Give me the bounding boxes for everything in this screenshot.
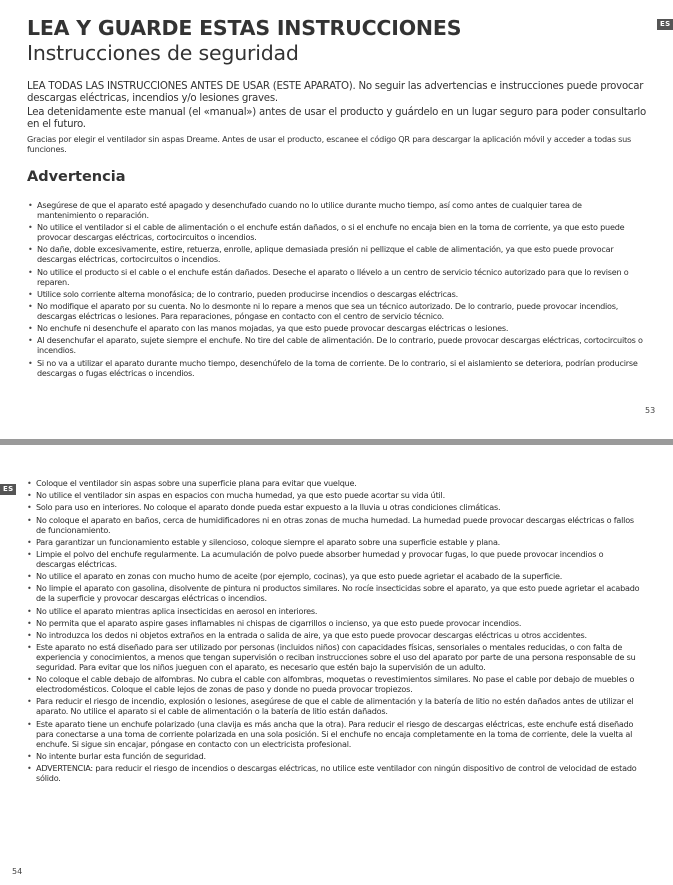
list-item: • No enchufe ni desenchufe el aparato con las manos mojadas, ya que esto puede provocar descargas eléctricas o lesiones. <box>28 323 643 333</box>
list-item: • No permita que el aparato aspire gases inflamables ni chispas de cigarrillos o incienso, ya que esto puede provocar incendios. <box>27 618 643 628</box>
list-item: • No limpie el aparato con gasolina, disolvente de pintura ni productos similares. No rocíe insecticidas sobre el aparato, ya que esto puede agrietar el acabado de la superficie y provocar descargas eléctricas o incendios. <box>27 583 643 603</box>
list-item: • Para reducir el riesgo de incendio, explosión o lesiones, asegúrese de que el cable de alimentación y la batería de litio no estén dañados antes de utilizar el aparato. No utilice el aparato si el cable de alimentación o la batería de litio están dañados. <box>27 696 643 716</box>
list-item: • No coloque el aparato en baños, cerca de humidificadores ni en otras zonas de mucha humedad. La humedad puede provocar descargas eléctricas o fallos de funcionamiento. <box>27 515 643 535</box>
list-item: • No utilice el producto si el cable o el enchufe están dañados. Deseche el aparato o llévelo a un centro de servicio técnico autorizado para que lo revisen o reparen. <box>28 267 643 287</box>
list-item: • Coloque el ventilador sin aspas sobre una superficie plana para evitar que vuelque. <box>27 478 643 488</box>
page-title: LEA Y GUARDE ESTAS INSTRUCCIONES <box>27 16 462 40</box>
list-item: • Este aparato no está diseñado para ser utilizado por personas (incluidos niños) con capacidades físicas, sensoriales o mentales reducidas, o con falta de experiencia y conocimientos, a menos que tengan supervisión o reciban instrucciones sobre el uso del aparato por parte de una persona responsable de su seguridad. Para evitar que los niños jueguen con el aparato, es necesario que estén bajo la supervisión de un adulto. <box>27 642 643 672</box>
list-item: • No utilice el ventilador sin aspas en espacios con mucha humedad, ya que esto puede acortar su vida útil. <box>27 490 643 500</box>
section-heading-advertencia: Advertencia <box>27 169 126 185</box>
warning-list <box>28 200 643 380</box>
list-item: • No modifique el aparato por su cuenta. No lo desmonte ni lo repare a menos que sea un técnico autorizado. De lo contrario, puede provocar incendios, descargas eléctricas o lesiones. Para reparaciones, póngase en contacto con el centro de servicio técnico. <box>28 301 643 321</box>
intro-paragraph: LEA TODAS LAS INSTRUCCIONES ANTES DE USAR (ESTE APARATO). No seguir las advertencias e instrucciones puede provocar descargas eléctricas, incendios y/o lesiones graves. <box>27 81 644 105</box>
list-item: • Este aparato tiene un enchufe polarizado (una clavija es más ancha que la otra). Para reducir el riesgo de descargas eléctricas, este enchufe está diseñado para conectarse a una toma de corriente polarizada en una sola posición. Si el enchufe no encaja completamente en la toma de corriente, dele la vuelta al enchufe. Si sigue sin encajar, póngase en contacto con un electricista profesional. <box>27 719 643 749</box>
list-item: • Al desenchufar el aparato, sujete siempre el enchufe. No tire del cable de alimentación. De lo contrario, puede provocar descargas eléctricas, cortocircuitos o incendios. <box>28 335 643 355</box>
intro-paragraph: Gracias por elegir el ventilador sin aspas Dreame. Antes de usar el producto, escanee el código QR para descargar la aplicación móvil y acceder a todas sus funciones. <box>27 133 632 154</box>
list-item: • No utilice el aparato en zonas con mucho humo de aceite (por ejemplo, cocinas), ya que esto puede agrietar el acabado de la superficie. <box>27 571 643 581</box>
list-item: • No utilice el ventilador si el cable de alimentación o el enchufe están dañados, o si el enchufe no encaja bien en la toma de corriente, ya que esto puede provocar descargas eléctricas, cortocircuitos o incendios. <box>28 222 643 242</box>
list-item: • Si no va a utilizar el aparato durante mucho tiempo, desenchúfelo de la toma de corriente. De lo contrario, si el aislamiento se deteriora, podrían producirse descargas o fugas eléctricas o incendios. <box>28 358 643 378</box>
warning-list <box>27 478 643 785</box>
page-subtitle: Instrucciones de seguridad <box>27 41 299 65</box>
list-item: • ADVERTENCIA: para reducir el riesgo de incendios o descargas eléctricas, no utilice este ventilador con ningún dispositivo de control de velocidad de estado sólido. <box>27 763 643 783</box>
list-item: • Asegúrese de que el aparato esté apagado y desenchufado cuando no lo utilice durante mucho tiempo, así como antes de cualquier tarea de mantenimiento o reparación. <box>28 200 643 220</box>
list-item: • No utilice el aparato mientras aplica insecticidas en aerosol en interiores. <box>27 606 643 616</box>
intro-block <box>27 81 647 154</box>
list-item: • Para garantizar un funcionamiento estable y silencioso, coloque siempre el aparato sobre una superficie estable y plana. <box>27 537 643 547</box>
intro-paragraph: Lea detenidamente este manual (el «manual») antes de usar el producto y guárdelo en un lugar seguro para poder consultarlo en el futuro. <box>27 106 646 131</box>
list-item: • Limpie el polvo del enchufe regularmente. La acumulación de polvo puede absorber humedad y provocar fugas, lo que puede provocar incendios o descargas eléctricas. <box>27 549 643 569</box>
list-item: • No coloque el cable debajo de alfombras. No cubra el cable con alfombras, moquetas o revestimientos similares. No pase el cable por debajo de muebles o electrodomésticos. Coloque el cable lejos de zonas de paso y donde no pueda provocar tropiezos. <box>27 674 643 694</box>
language-badge: ES <box>657 19 673 30</box>
list-item: • No dañe, doble excesivamente, estire, retuerza, enrolle, aplique demasiada presión ni pellizque el cable de alimentación, ya que esto puede provocar descargas eléctricas, cortocircuitos o incendios. <box>28 244 643 264</box>
language-badge: ES <box>0 484 16 495</box>
page-number: 54 <box>12 867 23 876</box>
manual-page-54 <box>0 444 673 885</box>
list-item: • Utilice solo corriente alterna monofásica; de lo contrario, pueden producirse incendios o descargas eléctricas. <box>28 289 643 299</box>
page-number: 53 <box>645 406 656 415</box>
list-item: • No intente burlar esta función de seguridad. <box>27 751 643 761</box>
list-item: • Solo para uso en interiores. No coloque el aparato donde pueda estar expuesto a la lluvia u otras condiciones climáticas. <box>27 502 643 512</box>
list-item: • No introduzca los dedos ni objetos extraños en la entrada o salida de aire, ya que esto puede provocar descargas eléctricas u otros accidentes. <box>27 630 643 640</box>
